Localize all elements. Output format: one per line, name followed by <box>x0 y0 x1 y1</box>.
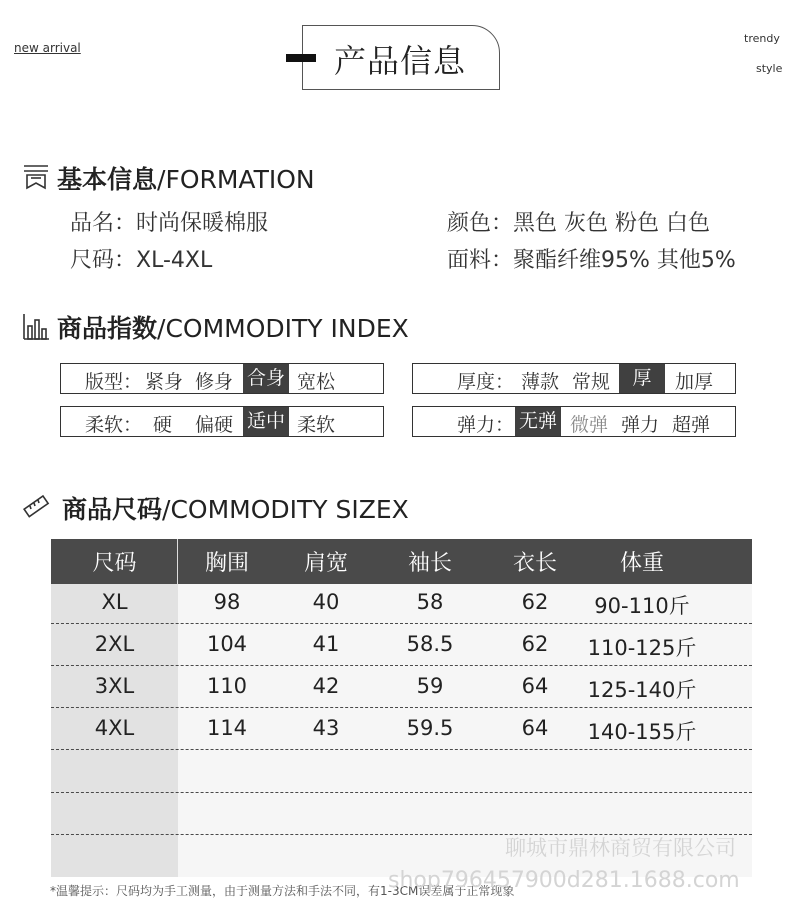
elasticity-option: 微弹 <box>570 414 609 436</box>
url-watermark: shop796457900d281.1688.com <box>388 868 740 893</box>
table-cell: 59.5 <box>406 716 454 740</box>
column-header: 袖长 <box>407 551 452 576</box>
column-header: 胸围 <box>204 551 249 576</box>
softness-label: 柔软： <box>85 414 143 436</box>
table-cell: 40 <box>312 590 340 614</box>
measurement-note: *温馨提示：尺码均为手工测量，由于测量方法和手法不同，有1-3CM误差属于正常现象 <box>50 884 515 898</box>
table-cell: 59 <box>416 674 444 698</box>
thickness-index <box>412 363 736 394</box>
thickness-label: 厚度： <box>457 371 515 393</box>
row-divider <box>51 623 752 624</box>
bar-chart-icon <box>22 312 50 340</box>
table-cell: 125-140斤 <box>587 678 697 702</box>
ruler-icon <box>22 493 50 521</box>
fit-option: 宽松 <box>297 371 336 393</box>
softness-option-selected: 适中 <box>243 407 289 436</box>
thickness-option: 加厚 <box>675 371 714 393</box>
elasticity-option: 弹力 <box>621 414 660 436</box>
product-material: 面料：聚酯纤维95% 其他5% <box>447 248 736 273</box>
table-cell: 3XL <box>94 674 135 698</box>
fit-option: 紧身 <box>145 371 184 393</box>
product-name: 品名：时尚保暖棉服 <box>70 211 269 236</box>
thickness-option-selected: 厚 <box>619 364 665 393</box>
table-cell: 43 <box>312 716 340 740</box>
elasticity-index <box>412 406 736 437</box>
table-cell: 114 <box>206 716 248 740</box>
elasticity-label: 弹力： <box>457 414 515 436</box>
commodity-index-heading: 商品指数/COMMODITY INDEX <box>57 314 409 343</box>
column-header: 尺码 <box>92 551 137 576</box>
table-cell: 104 <box>206 632 248 656</box>
softness-option: 偏硬 <box>195 414 234 436</box>
row-divider <box>51 665 752 666</box>
new-arrival-tag: new arrival <box>14 41 81 55</box>
table-cell: 98 <box>213 590 241 614</box>
row-divider <box>51 749 752 750</box>
table-cell: 4XL <box>94 716 135 740</box>
table-cell: 58.5 <box>406 632 454 656</box>
shop-watermark: 聊城市鼎林商贸有限公司 <box>505 836 736 860</box>
fit-index <box>60 363 384 394</box>
commodity-size-heading: 商品尺码/COMMODITY SIZEX <box>62 495 409 524</box>
product-size-range: 尺码：XL-4XL <box>70 248 213 273</box>
row-divider <box>51 707 752 708</box>
row-divider <box>51 792 752 793</box>
product-colors: 颜色：黑色 灰色 粉色 白色 <box>447 211 710 236</box>
table-cell: 2XL <box>94 632 135 656</box>
document-icon <box>22 163 50 191</box>
column-header: 衣长 <box>512 551 557 576</box>
thickness-option: 常规 <box>572 371 611 393</box>
table-cell: 64 <box>521 716 549 740</box>
thickness-option: 薄款 <box>521 371 560 393</box>
table-cell: 62 <box>521 590 549 614</box>
table-cell: XL <box>101 590 128 614</box>
elasticity-option-selected: 无弹 <box>515 407 561 436</box>
table-cell: 41 <box>312 632 340 656</box>
column-header: 肩宽 <box>303 551 348 576</box>
column-header: 体重 <box>619 551 664 576</box>
table-cell: 110-125斤 <box>587 636 697 660</box>
table-cell: 62 <box>521 632 549 656</box>
fit-label: 版型： <box>85 371 143 393</box>
fit-option: 修身 <box>195 371 234 393</box>
softness-index <box>60 406 384 437</box>
table-cell: 90-110斤 <box>594 594 690 618</box>
elasticity-option: 超弹 <box>672 414 711 436</box>
page-title: 产品信息 <box>334 42 467 80</box>
table-cell: 140-155斤 <box>587 720 697 744</box>
trendy-tag: trendy <box>744 32 780 45</box>
fit-option-selected: 合身 <box>243 364 289 393</box>
title-dash <box>286 54 316 62</box>
table-cell: 42 <box>312 674 340 698</box>
table-cell: 64 <box>521 674 549 698</box>
softness-option: 柔软 <box>297 414 336 436</box>
basic-info-heading: 基本信息/FORMATION <box>57 165 315 194</box>
softness-option: 硬 <box>153 414 173 436</box>
table-cell: 110 <box>206 674 248 698</box>
table-cell: 58 <box>416 590 444 614</box>
style-tag: style <box>756 62 783 75</box>
